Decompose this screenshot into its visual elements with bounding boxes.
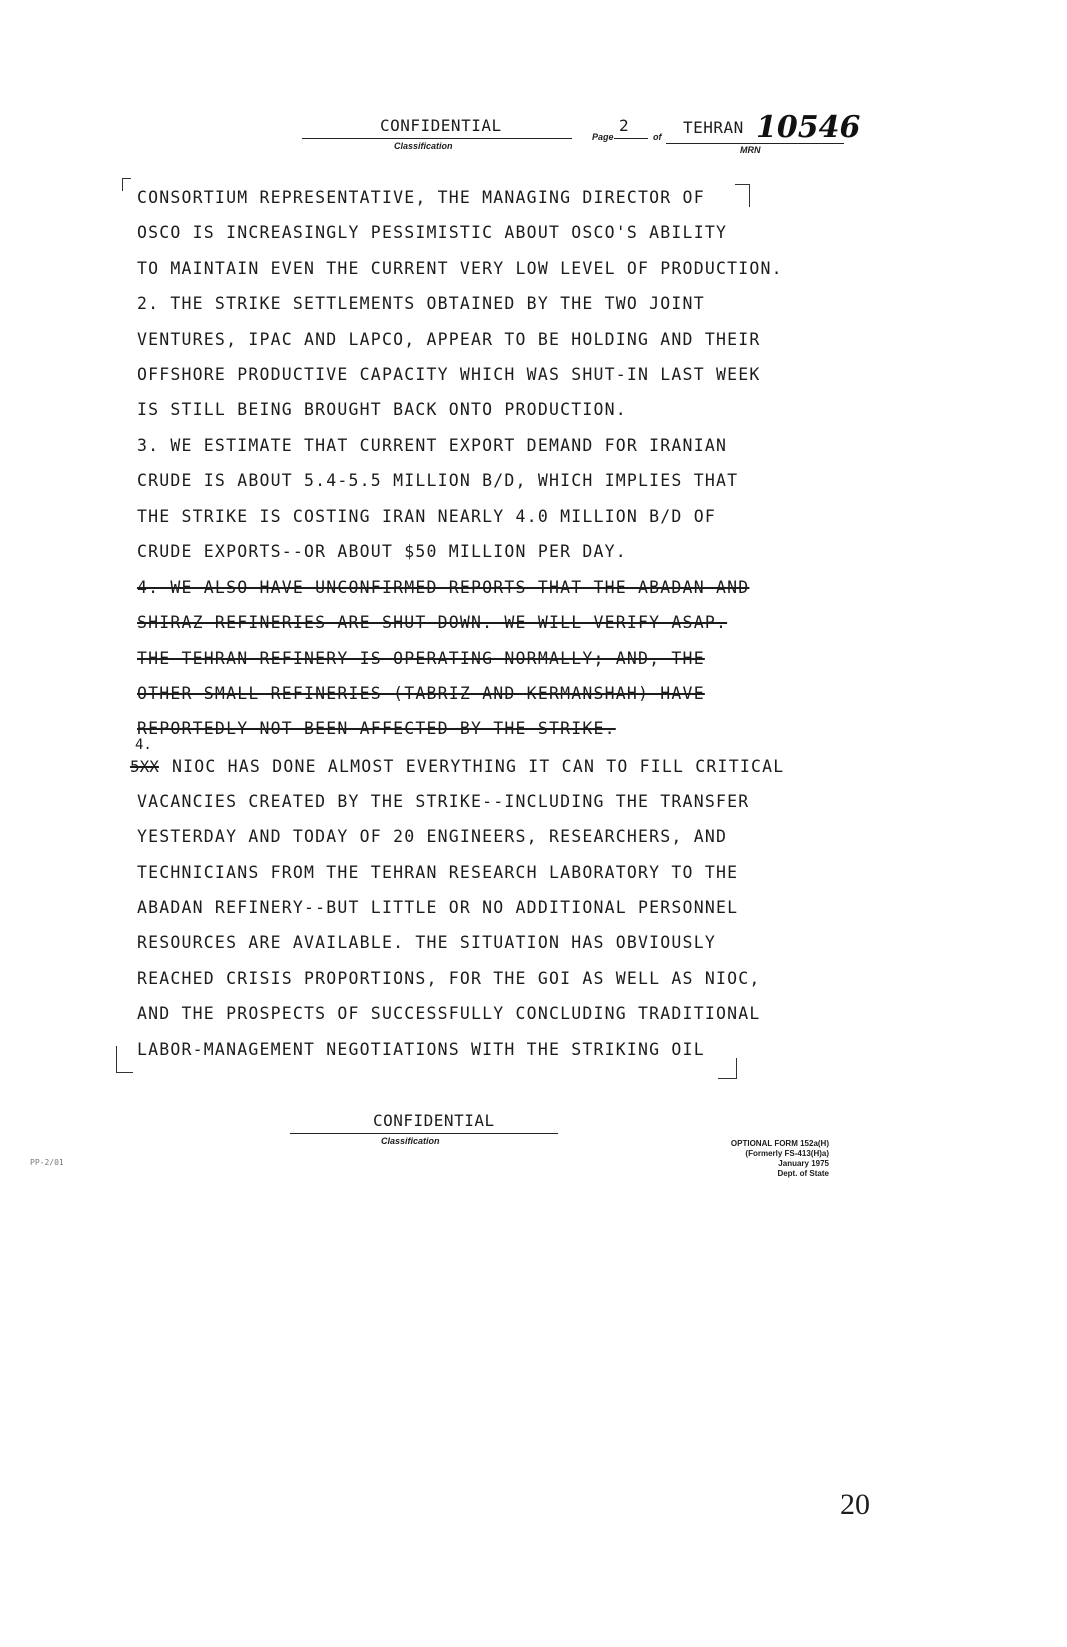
body-line: IS STILL BEING BROUGHT BACK ONTO PRODUCTION. (137, 400, 627, 419)
struck-paragraph-prefix: 5XX (130, 757, 159, 776)
struck-line: THE TEHRAN REFINERY IS OPERATING NORMALLY; AND, THE (137, 649, 705, 668)
body-line: CRUDE IS ABOUT 5.4-5.5 MILLION B/D, WHICH IMPLIES THAT (137, 471, 739, 490)
body-line: 3. WE ESTIMATE THAT CURRENT EXPORT DEMAND FOR IRANIAN (137, 436, 728, 455)
body-line: CONSORTIUM REPRESENTATIVE, THE MANAGING DIRECTOR OF (137, 188, 705, 207)
struck-line: SHIRAZ REFINERIES ARE SHUT DOWN. WE WILL VERIFY ASAP. (137, 613, 728, 632)
body-line: TECHNICIANS FROM THE TEHRAN RESEARCH LABORATORY TO THE (137, 863, 739, 882)
body-line: LABOR-MANAGEMENT NEGOTIATIONS WITH THE STRIKING OIL (137, 1040, 705, 1059)
page-number-rule (614, 138, 648, 139)
page-label: Page (592, 132, 614, 142)
corner-mark-bottom-left (116, 1046, 133, 1073)
message-number-handwritten: 10546 (756, 110, 861, 145)
body-line: TO MAINTAIN EVEN THE CURRENT VERY LOW LEVEL OF PRODUCTION. (137, 259, 783, 278)
document-page-number: 20 (840, 1488, 870, 1521)
body-line: THE STRIKE IS COSTING IRAN NEARLY 4.0 MILLION B/D OF (137, 507, 716, 526)
left-margin-code: PP-2/01 (30, 1158, 64, 1167)
corner-mark-top-right (735, 184, 750, 207)
form-formerly: (Formerly FS-413(H)a) (745, 1149, 829, 1158)
mrn-label: MRN (740, 145, 761, 155)
corner-mark-top-left (122, 178, 131, 191)
of-label: of (653, 132, 662, 142)
footer-classification: CONFIDENTIAL (373, 1111, 495, 1130)
footer-classification-caption: Classification (381, 1136, 440, 1146)
body-line: VENTURES, IPAC AND LAPCO, APPEAR TO BE HOLDING AND THEIR (137, 330, 761, 349)
post-name: TEHRAN (683, 118, 744, 137)
body-line: 2. THE STRIKE SETTLEMENTS OBTAINED BY THE TWO JOINT (137, 294, 705, 313)
header-classification-rule (302, 138, 572, 139)
struck-line: REPORTEDLY NOT BEEN AFFECTED BY THE STRIKE. (137, 719, 616, 738)
body-line: OSCO IS INCREASINGLY PESSIMISTIC ABOUT OSCO'S ABILITY (137, 223, 728, 242)
body-line: YESTERDAY AND TODAY OF 20 ENGINEERS, RESEARCHERS, AND (137, 827, 728, 846)
inserted-paragraph-number: 4. (135, 737, 152, 753)
body-line: OFFSHORE PRODUCTIVE CAPACITY WHICH WAS SHUT-IN LAST WEEK (137, 365, 761, 384)
mrn-rule (666, 143, 844, 144)
header-classification-caption: Classification (394, 141, 453, 151)
corner-mark-bottom-right (718, 1058, 737, 1079)
header-classification: CONFIDENTIAL (380, 116, 502, 135)
body-line: AND THE PROSPECTS OF SUCCESSFULLY CONCLUDING TRADITIONAL (137, 1004, 761, 1023)
struck-line: OTHER SMALL REFINERIES (TABRIZ AND KERMANSHAH) HAVE (137, 684, 705, 703)
form-dept: Dept. of State (777, 1169, 829, 1178)
body-line: ABADAN REFINERY--BUT LITTLE OR NO ADDITIONAL PERSONNEL (137, 898, 739, 917)
body-line: NIOC HAS DONE ALMOST EVERYTHING IT CAN TO FILL CRITICAL (172, 757, 785, 776)
form-code: OPTIONAL FORM 152a(H) (730, 1139, 829, 1148)
body-line: CRUDE EXPORTS--OR ABOUT $50 MILLION PER DAY. (137, 542, 627, 561)
form-date: January 1975 (778, 1159, 829, 1168)
body-line: VACANCIES CREATED BY THE STRIKE--INCLUDING THE TRANSFER (137, 792, 750, 811)
body-line: REACHED CRISIS PROPORTIONS, FOR THE GOI AS WELL AS NIOC, (137, 969, 761, 988)
struck-line: 4. WE ALSO HAVE UNCONFIRMED REPORTS THAT THE ABADAN AND (137, 578, 750, 597)
optional-form-note (731, 1139, 829, 1179)
footer-classification-rule (290, 1133, 558, 1134)
page-number: 2 (619, 116, 630, 135)
body-line: RESOURCES ARE AVAILABLE. THE SITUATION HAS OBVIOUSLY (137, 933, 716, 952)
